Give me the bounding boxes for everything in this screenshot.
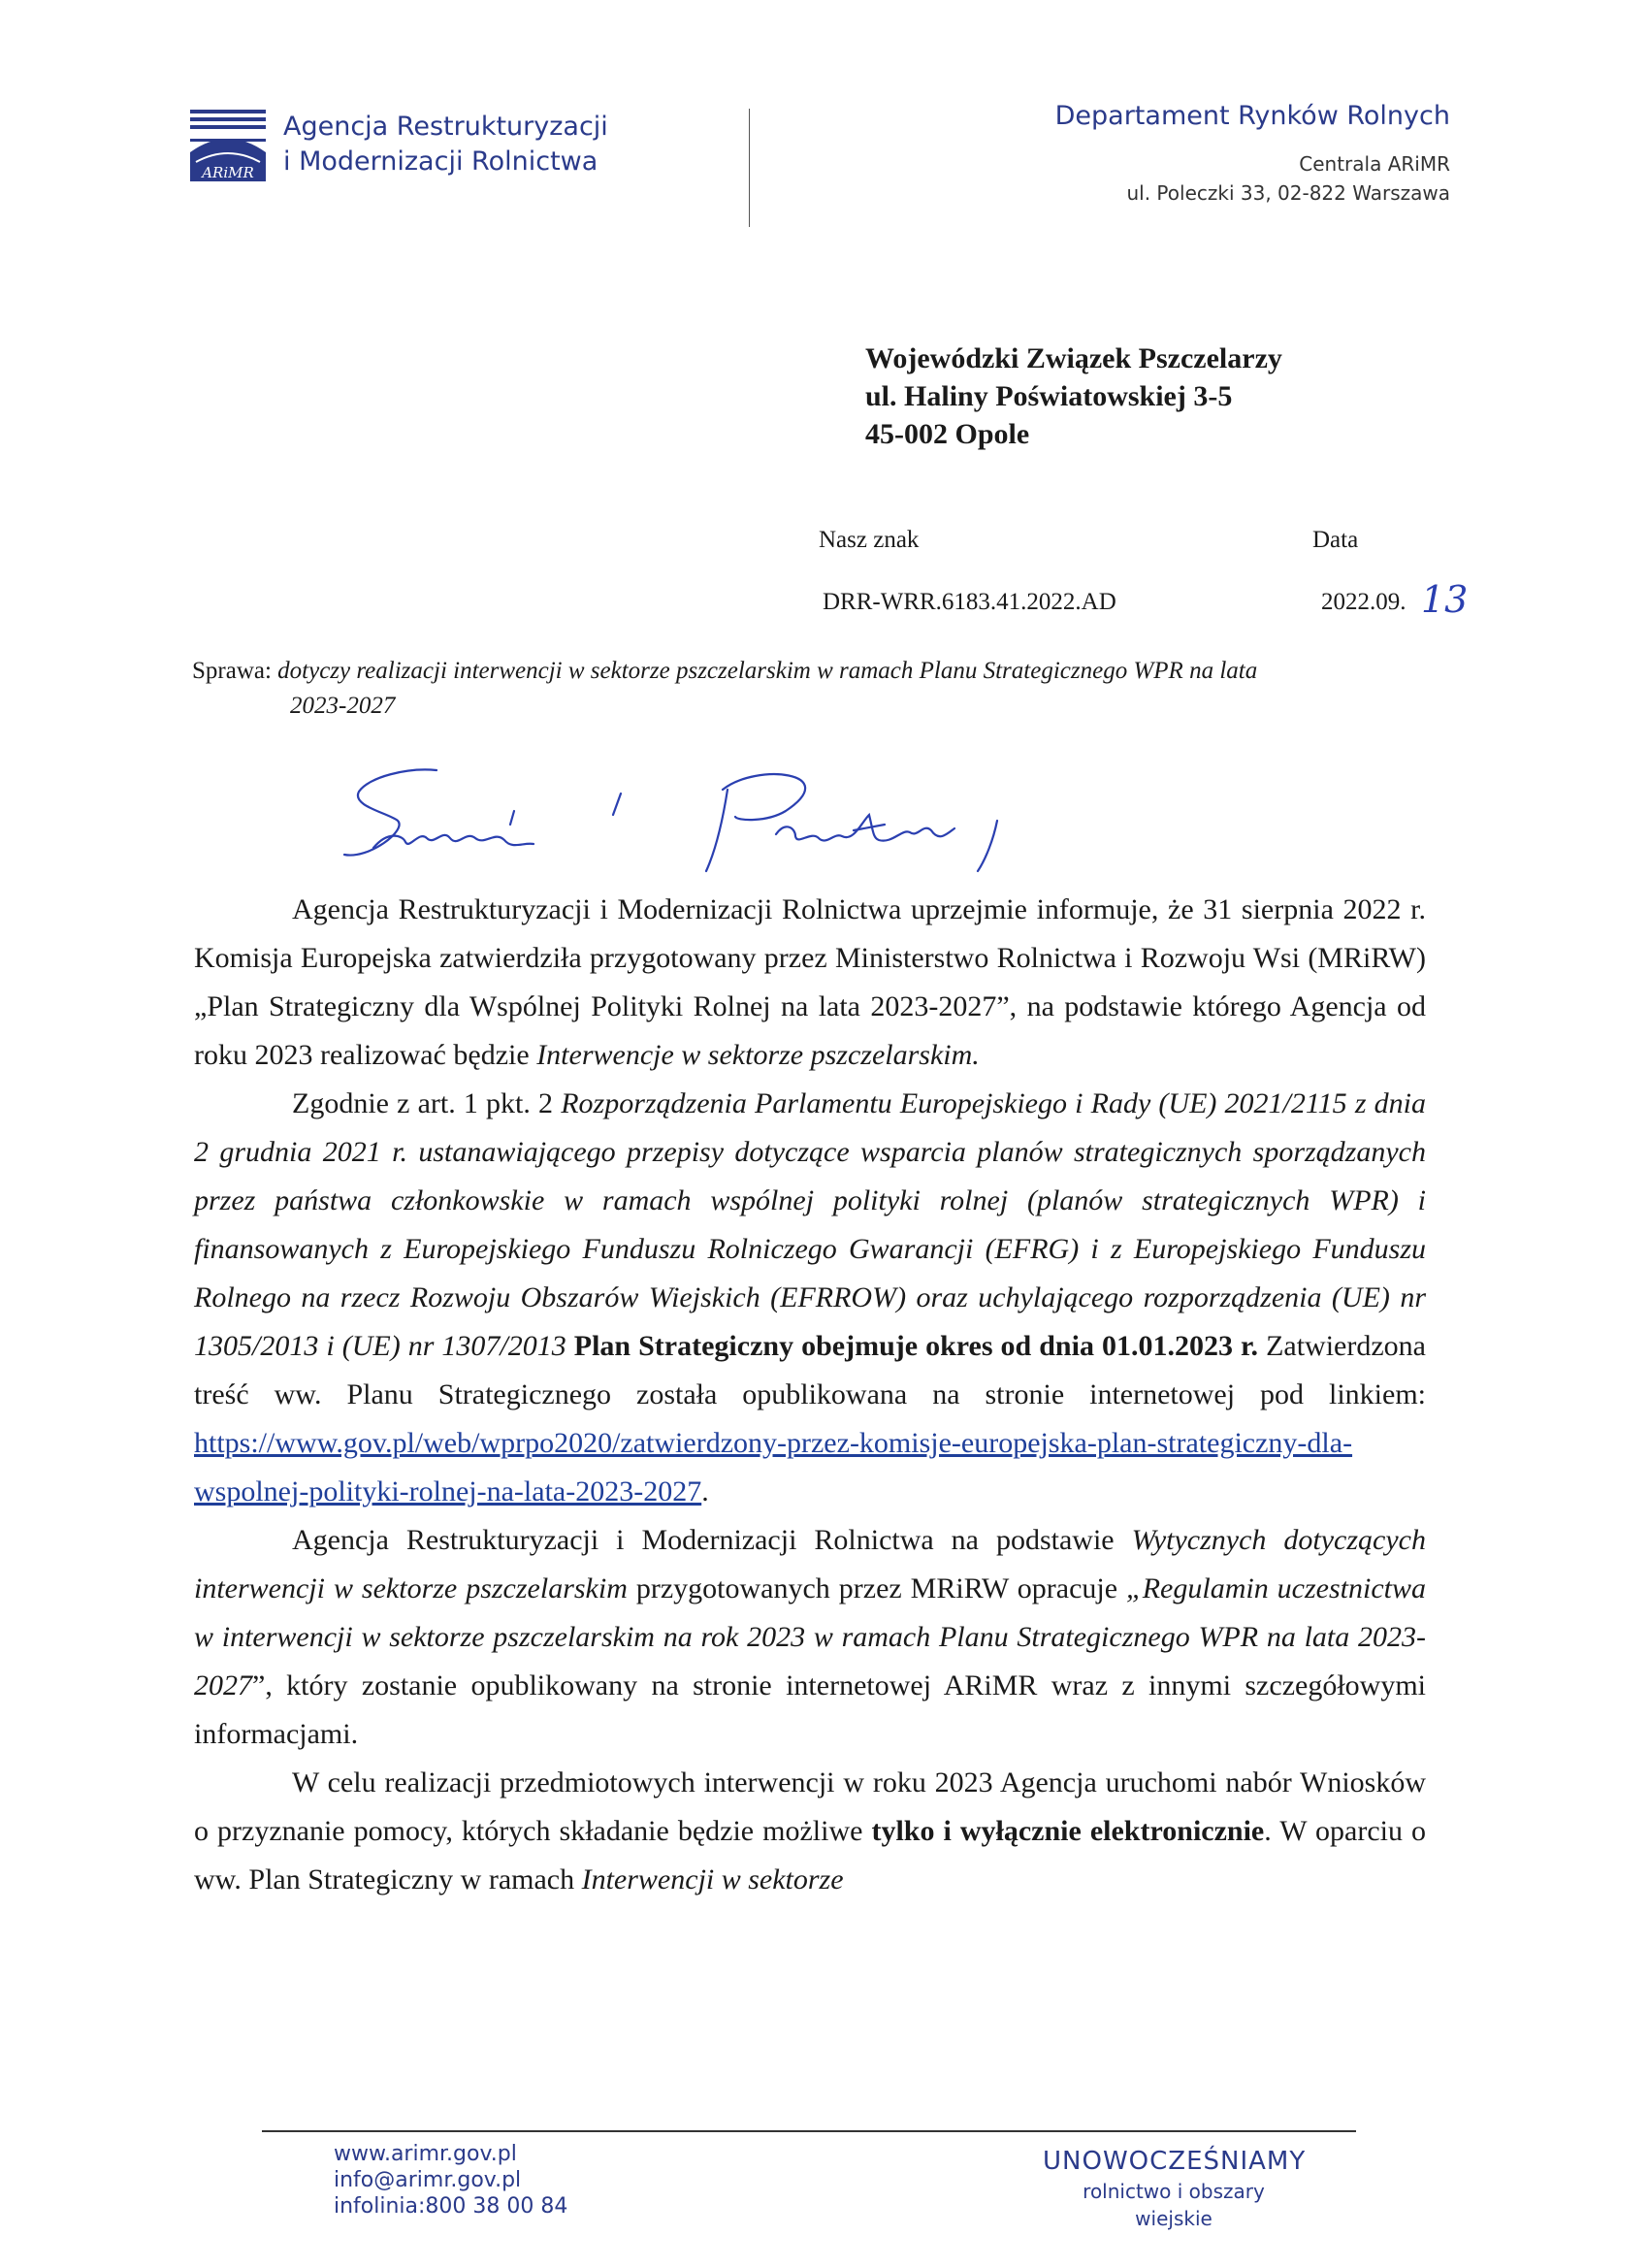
- p4-text: W celu realizacji przedmiotowych interwencji w roku 2023 Agencja uruchomi nabór Wniosków o przyznanie pomocy, których składanie będzie możliwe: [194, 1766, 1426, 1847]
- date-handwritten: 13: [1421, 578, 1469, 621]
- paragraph-3: [194, 1516, 1426, 1759]
- agency-name: [283, 110, 608, 179]
- footer-divider: [262, 2130, 1356, 2132]
- agency-line2: i Modernizacji Rolnictwa: [283, 146, 598, 177]
- reference-label: Nasz znak: [819, 527, 920, 553]
- p4-italic: Interwencji w sektorze: [581, 1863, 844, 1895]
- department-name: Departament Rynków Rolnych: [1054, 101, 1450, 131]
- agency-line1: Agencja Restrukturyzacji: [283, 112, 608, 142]
- greeting-text: [1028, 753, 1029, 754]
- department-block: [1055, 99, 1450, 208]
- p1-italic: Interwencje w sektorze pszczelarskim.: [536, 1039, 980, 1071]
- p3-text-3: ”, który zostanie opublikowany na stronie internetowej ARiMR wraz z innymi szczegółowymi informacjami.: [194, 1669, 1426, 1750]
- subject-line1: dotyczy realizacji interwencji w sektorze pszczelarskim w ramach Planu Strategicznego WPR na lata: [277, 658, 1258, 684]
- logo-text: ARiMR: [202, 164, 254, 181]
- footer-slogan: [1043, 2145, 1305, 2232]
- plan-strategiczny-link[interactable]: https://www.gov.pl/web/wprpo2020/zatwierdzony-przez-komisje-europejska-plan-strategiczny-dla-wspolnej-polityki-rolnej-na-lata-2023-2027: [194, 1427, 1353, 1507]
- addressee-line1: Wojewódzki Związek Pszczelarzy: [865, 342, 1282, 374]
- footer-email[interactable]: info@arimr.gov.pl: [334, 2168, 522, 2192]
- footer-website[interactable]: www.arimr.gov.pl: [334, 2142, 517, 2166]
- p1-text: Agencja Restrukturyzacji i Modernizacji Rolnictwa uprzejmie informuje, że 31 sierpnia 2022 r. Komisja Europejska zatwierdziła przygotowany przez Ministerstwo Rolnictwa i Rozwoju Wsi (MRiRW) „Plan Strategiczny dla Wspólnej Polityki Rolnej na lata 2023-2027”, na podstawie którego Agencja od roku 2023 realizować będzie: [194, 893, 1426, 1071]
- p4-bold: tylko i wyłącznie elektronicznie: [871, 1815, 1265, 1847]
- letter-body: [194, 886, 1426, 1904]
- paragraph-4: [194, 1759, 1426, 1904]
- p2-regulation: Rozporządzenia Parlamentu Europejskiego i Rady (UE) 2021/2115 z dnia 2 grudnia 2021 r. ustanawiającego przepisy dotyczące wsparcia planów strategicznych sporządzanych przez państwa członkowskie w ramach wspólnej polityki rolnej (planów strategicznych WPR) i finansowanych z Europejskiego Funduszu Rolniczego Gwarancji (EFRG) i z Europejskiego Funduszu Rolnego na rzecz Rozwoju Obszarów Wiejskich (EFRROW) oraz uchylającego rozporządzenia (UE) nr 1305/2013 i (UE) nr 1307/2013: [194, 1087, 1426, 1362]
- footer-infolinia: infolinia:800 38 00 84: [334, 2194, 568, 2219]
- subject-line2: 2023-2027: [290, 693, 396, 719]
- paragraph-1: [194, 886, 1426, 1080]
- arimr-logo: [190, 106, 266, 181]
- p3-text-2: przygotowanych przez MRiRW opracuje: [627, 1572, 1127, 1604]
- subject-block: [192, 654, 1426, 724]
- slogan-subtitle: rolnictwo i obszary wiejskie: [1083, 2180, 1265, 2230]
- paragraph-2: [194, 1080, 1426, 1516]
- slogan-title: UNOWOCZEŚNIAMY: [1043, 2147, 1307, 2176]
- handwritten-greeting: [330, 753, 1028, 879]
- addressee-line2: ul. Haliny Poświatowskiej 3-5: [865, 380, 1233, 412]
- subject-label: Sprawa:: [192, 658, 272, 684]
- department-address: ul. Poleczki 33, 02-822 Warszawa: [1126, 181, 1450, 205]
- p2-text: Zgodnie z art. 1 pkt. 2: [292, 1087, 562, 1119]
- p3-italic-1: Wytycznych dotyczących interwencji w sektorze pszczelarskim: [194, 1524, 1426, 1604]
- reference-number: DRR-WRR.6183.41.2022.AD: [823, 589, 1116, 615]
- header-divider: [749, 109, 750, 227]
- p4-text-2: . W oparciu o ww. Plan Strategiczny w ramach: [194, 1815, 1427, 1895]
- p3-italic-2: „Regulamin uczestnictwa w interwencji w sektorze pszczelarskim na rok 2023 w ramach Planu Strategicznego WPR na lata 2023-2027: [194, 1572, 1426, 1701]
- p2-text-2: Zatwierdzona treść ww. Planu Strategicznego została opublikowana na stronie internetowej pod linkiem:: [194, 1330, 1426, 1410]
- footer-contact: [334, 2141, 567, 2219]
- date-label: Data: [1312, 527, 1359, 553]
- addressee-block: [865, 340, 1282, 453]
- addressee-line3: 45-002 Opole: [865, 418, 1030, 450]
- date-printed: 2022.09.: [1321, 589, 1406, 615]
- centrala-label: Centrala ARiMR: [1299, 152, 1450, 176]
- p3-text: Agencja Restrukturyzacji i Modernizacji Rolnictwa na podstawie: [292, 1524, 1132, 1556]
- p2-end: .: [701, 1475, 709, 1507]
- p2-bold: Plan Strategiczny obejmuje okres od dnia 01.01.2023 r.: [566, 1330, 1259, 1362]
